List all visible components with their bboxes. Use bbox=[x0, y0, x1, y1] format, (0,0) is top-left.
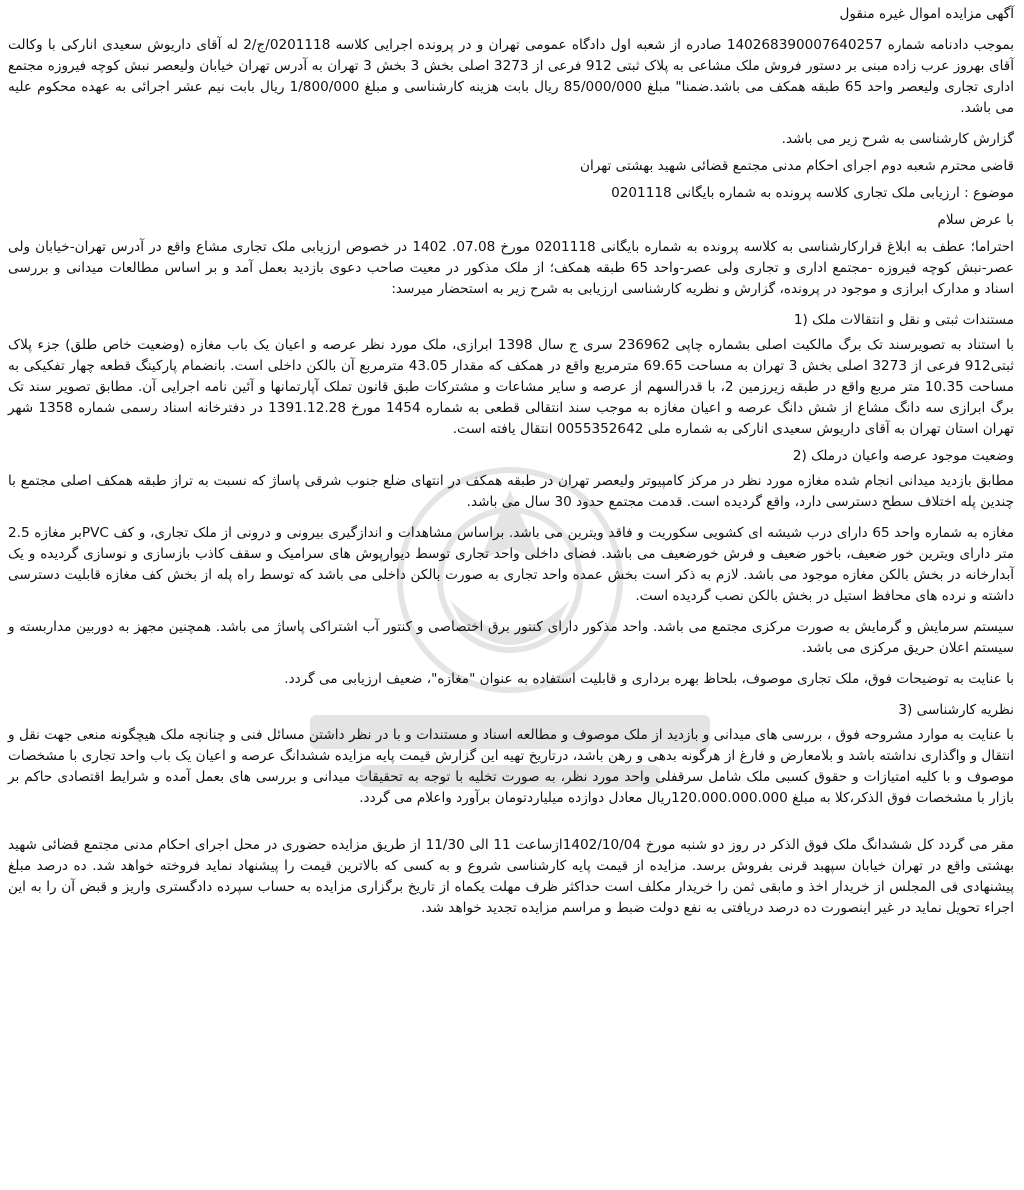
subject-line: موضوع : ارزیابی ملک تجاری کلاسه پرونده به شماره بایگانی 0201118 bbox=[611, 185, 1014, 201]
closing-paragraph: مقر می گردد کل ششدانگ ملک فوق الذکر در روز دو شنبه مورخ 1402/10/04ازساعت 11 الی 11/30 از طریق مزایده حضوری در محل اجرای احکام مدنی مجتمع قضائی شهید بهشتی واقع در تهران خیابان سپهبد قرنی بفروش برسد. مزایده از قیمت پایه کارشناسی شروع و به کسی که بالاترین قیمت را پیشنهاد نماید فروخته خواهد شد. ده درصد مبلغ پیشنهادی فی المجلس از خریدار اخذ و مابقی ثمن را خریدار مکلف است حداکثر ظرف مهلت یکماه از تاریخ برگزاری مزایده به حساب سپرده دادگستری واریز و قبض آن را به این اجراء تحویل نماید در غیر اینصورت ده درصد دریافتی به نفع دولت ضبط و مراسم مزایده تجدید خواهد شد. bbox=[8, 837, 1014, 916]
section-3-paragraph: با عنایت به موارد مشروحه فوق ، بررسی های میدانی و بازدید از ملک موصوف و مطالعه اسناد و مستندات و با در نظر داشتن مسائل فنی و چنانچه ملک هیچگونه منعی جهت نقل و انتقال و واگذاری نداشته باشد و بلامعارض و فارغ از هرگونه بدهی و رهن باشد، درتاریخ تهیه این گزارش قیمت پایه مزایده ششدانگ عرصه و اعیان یک باب واحد تجاری با مشخصات موصوف و با کلیه امتیازات و حقوق کسبی ملک شامل سرقفلی واحد مورد نظر، به صورت تخلیه با توجه به تحقیقات میدانی و بررسی های بعمل آمده و شرایط اقتصادی حاکم بر بازار با مشخصات فوق الذکر،کلا به مبلغ 120.000.000.000ریال معادل دوازده میلیاردتومان برآورد واعلام می گردد. bbox=[8, 727, 1014, 806]
auction-notice-document bbox=[8, 4, 1014, 1190]
greeting-line: با عرض سلام bbox=[937, 212, 1014, 228]
notice-title: آگهی مزایده اموال غیره منقول bbox=[839, 6, 1014, 22]
section-2-paragraph-2: مغازه به شماره واحد 65 دارای درب شیشه ای کشویی سکوریت و فاقد ویترین می باشد. براساس مشاهدات و اندازگیری بیرونی و درونی از ملک تجاری، و کف PVCبر مغازه 2.5 متر دارای ویترین خور ضعیف، باخور ضعیف و فرش خورضعیف می باشد. فضای داخلی واحد تجاری توسط دیوارپوش های سرامیک و سقف کاذب بازسازی و نوسازی گردیده و یک آبدارخانه در بخش بالکن مغازه موجود می باشد. لازم به ذکر است بخش عمده واحد تجاری به صورت بالکن داخلی می باشد که توسط راه پله از بخش کف مغازه قابلیت دسترسی داشته و نرده های محافظ استیل در بخش بالکن نصب گردیده است. bbox=[8, 525, 1014, 604]
section-2-paragraph-4: با عنایت به توضیحات فوق، ملک تجاری موصوف، بلحاظ بهره برداری و قابلیت استفاده به عنوان "مغازه"، ضعیف ارزیابی می گردد. bbox=[284, 671, 1014, 687]
section-1-paragraph: با استناد به تصویرسند تک برگ مالکیت اصلی بشماره چاپی 236962 سری ج سال 1398 ابرازی، ملک مورد نظر عرصه و اعیان یک باب مغازه (وضعیت خاص طلق) جزء پلاک ثبتی912 فرعی از 3273 اصلی بخش 3 تهران به مساحت 69.65 مترمربع واقع در همکف که مقدار 43.05 مترمربع آن بالکن داخلی است. بانضمام پارکینگ قطعه چهار تفکیکی به مساحت 10.35 متر مربع واقع در طبقه زیرزمین 2، با قدرالسهم از عرصه و سایر مشاعات و مشترکات طبق قانون تملک آپارتمانها و آئین نامه اجرایی آن. مطابق تصویر سند تک برگ ابرازی سه دانگ مشاع از شش دانگ عرصه و اعیان مغازه به موجب سند انتقالی قطعی به شماره 1454 مورخ 1391.12.28 در دفترخانه اسناد رسمی شماره 1358 شهر تهران استان تهران به آقای داریوش سعیدی انارکی به شماره ملی 0055352642 انتقال یافته است. bbox=[8, 337, 1015, 437]
respect-paragraph: احتراما؛ عطف به ابلاغ قرارکارشناسی به کلاسه پرونده به شماره بایگانی 0201118 مورخ 07.08. 1402 در خصوص ارزیابی ملک تجاری مشاع واقع در آدرس تهران-خیابان ولی عصر-نبش کوچه فیروزه -مجتمع اداری و تجاری ولی عصر-واحد 65 طبقه همکف؛ از ملک مذکور در معیت صاحب دعوی بازدید بعمل آمد و بر اساس مطالعات میدانی و بررسی اسناد و مدارک ابرازی و موجود در پرونده، گزارش و نظریه کارشناسی ارزیابی به شرح زیر به استحضار میرسد: bbox=[8, 239, 1014, 297]
addressee-line: قاضی محترم شعبه دوم اجرای احکام مدنی مجتمع قضائی شهید بهشتی تهران bbox=[580, 158, 1014, 174]
section-2-paragraph-1: مطابق بازدید میدانی انجام شده مغازه مورد نظر در مرکز کامپیوتر ولیعصر تهران در طبقه همکف در انتهای ضلع جنوب شرقی پاساژ که نسبت به تراز طبقه همکف اصلی مجتمع با چندین پله اختلاف سطح دسترسی دارد، واقع گردیده است. قدمت مجتمع حدود 30 سال می باشد. bbox=[8, 473, 1014, 510]
section-3-heading: نظریه کارشناسی (3 bbox=[898, 702, 1014, 718]
intro-paragraph: بموجب دادنامه شماره 140268390007640257 صادره از شعبه اول دادگاه عمومی تهران و در پرونده اجرایی کلاسه 0201118/ج/2 له آقای داریوش سعیدی انارکی با وکالت آقای بهروز عرب زاده مبنی بر دستور فروش ملک مشاعی به پلاک ثبتی 912 فرعی از 3273 اصلی بخش 3 بخش 3 تهران به آدرس تهران خیابان ولیعصر نبش کوچه فیروزه مجتمع اداری تجاری ولیعصر واحد 65 طبقه همکف می باشد.ضمنا" مبلغ 85/000/000 ریال بابت هزینه کارشناسی و مبلغ 1/800/000 ریال بابت نیم عشر اجرائی به عهده محکوم علیه می باشد. bbox=[8, 37, 1015, 116]
section-1-heading: مستندات ثبتی و نقل و انتقالات ملک (1 bbox=[793, 312, 1014, 328]
section-2-heading: وضعیت موجود عرصه واعیان درملک (2 bbox=[792, 448, 1014, 464]
report-intro-line: گزارش کارشناسی به شرح زیر می باشد. bbox=[781, 131, 1014, 147]
section-2-paragraph-3: سیستم سرمایش و گرمایش به صورت مرکزی مجتمع می باشد. واحد مذکور دارای کنتور برق اختصاصی و کنتور آب اشتراکی پاساژ می باشد. همچنین مجهز به دوربین مداربسته و سیستم اعلان حریق مرکزی می باشد. bbox=[8, 619, 1014, 656]
